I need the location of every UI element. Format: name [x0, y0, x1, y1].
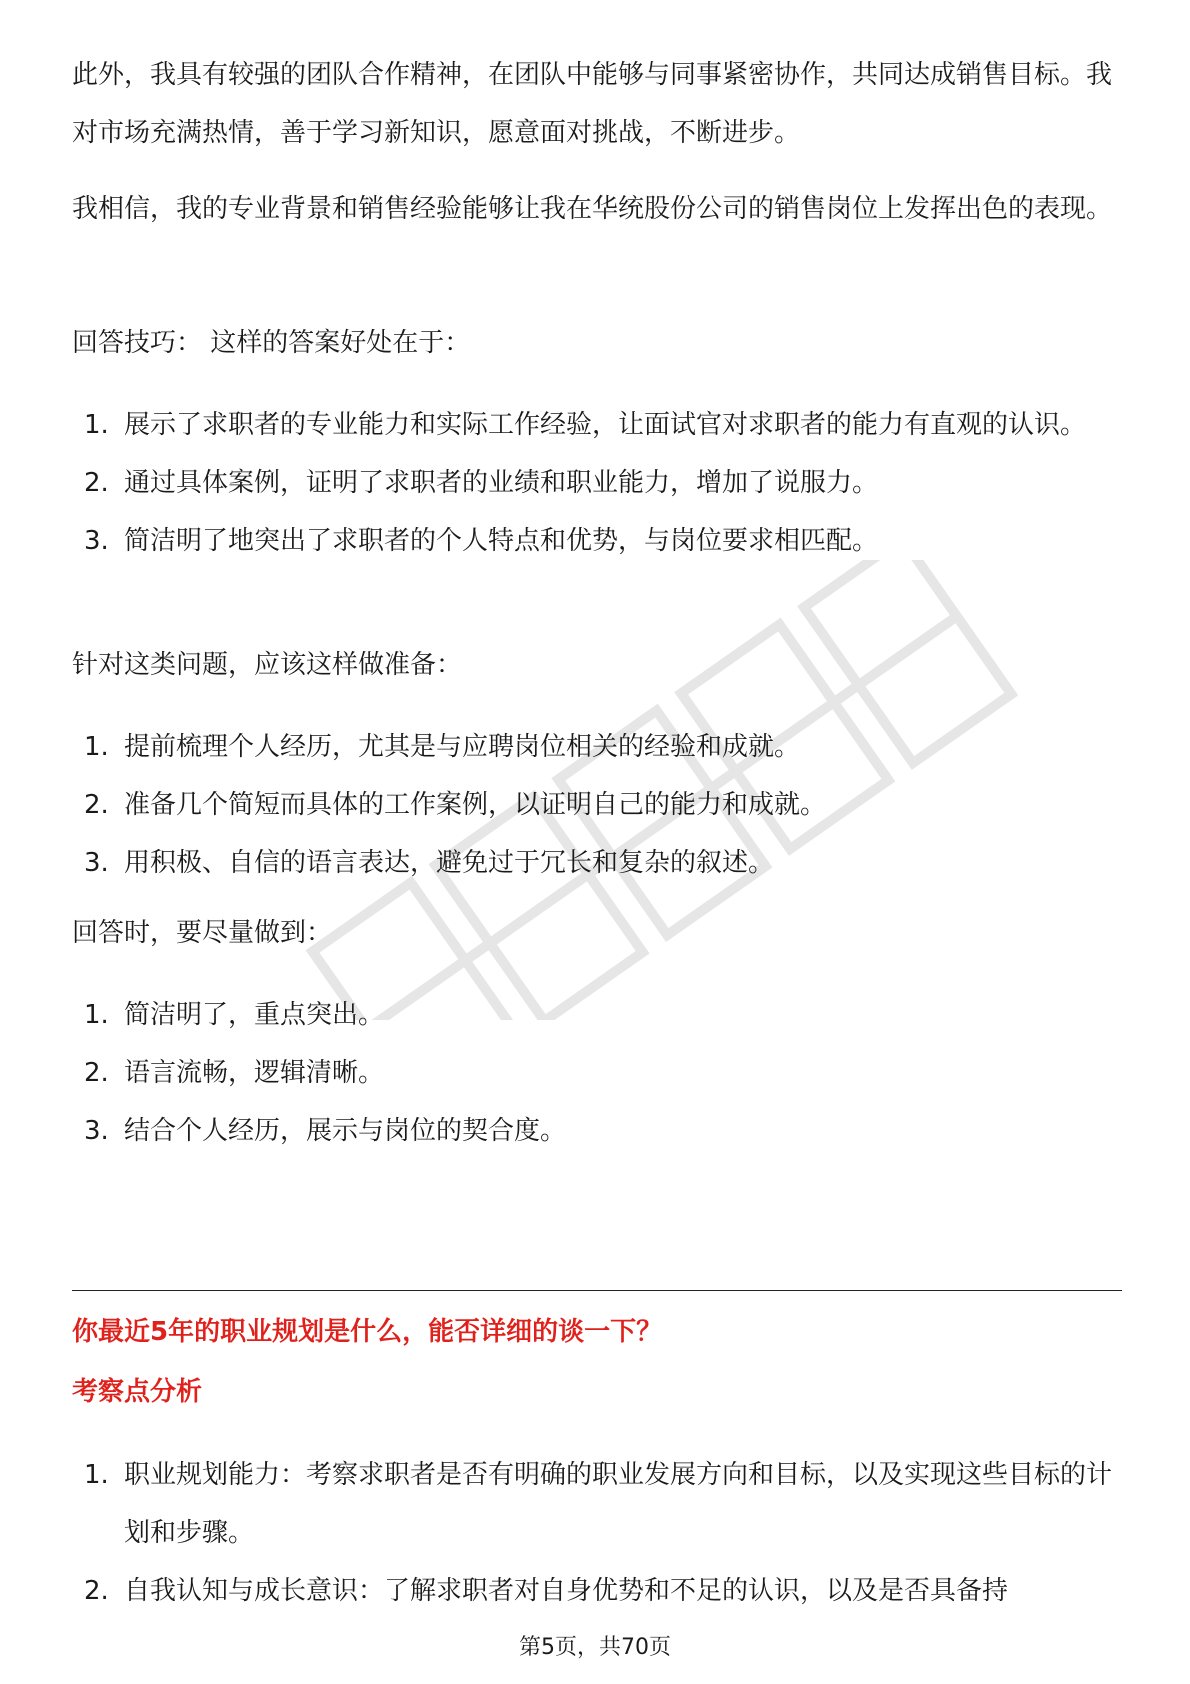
list-item: 2. 通过具体案例，证明了求职者的业绩和职业能力，增加了说服力。 — [84, 468, 879, 498]
page-footer: 第5页，共70页 — [519, 1635, 671, 1660]
question-title: 你最近5年的职业规划是什么，能否详细的谈一下？ — [72, 1317, 663, 1347]
list-item: 2. 语言流畅，逻辑清晰。 — [84, 1058, 385, 1088]
list-item: 3. 简洁明了地突出了求职者的个人特点和优势，与岗位要求相匹配。 — [84, 526, 879, 556]
list-item: 3. 结合个人经历，展示与岗位的契合度。 — [84, 1116, 567, 1146]
list-item: 1. 展示了求职者的专业能力和实际工作经验，让面试官对求职者的能力有直观的认识。 — [84, 410, 1087, 440]
analysis-heading: 考察点分析 — [72, 1377, 203, 1407]
tips-heading: 回答技巧： 这样的答案好处在于： — [72, 328, 471, 358]
list-item: 2. 自我认知与成长意识：了解求职者对自身优势和不足的认识，以及是否具备持 — [84, 1576, 1009, 1606]
paragraph-teamwork: 此外，我具有较强的团队合作精神，在团队中能够与同事紧密协作，共同达成销售目标。我对市场充满热情，善于学习新知识，愿意面对挑战，不断进步。 — [72, 60, 1113, 148]
paragraph-belief: 我相信，我的专业背景和销售经验能够让我在华统股份公司的销售岗位上发挥出色的表现。 — [72, 194, 1113, 224]
answer-heading: 回答时，要尽量做到： — [72, 918, 333, 948]
section-divider — [72, 1290, 1122, 1291]
list-item: 1. 职业规划能力：考察求职者是否有明确的职业发展方向和目标，以及实现这些目标的计划和步骤。 — [84, 1460, 1113, 1548]
list-item: 3. 用积极、自信的语言表达，避免过于冗长和复杂的叙述。 — [84, 848, 775, 878]
tips-list — [72, 396, 1122, 570]
prep-list — [72, 718, 1122, 892]
list-item: 1. 提前梳理个人经历，尤其是与应聘岗位相关的经验和成就。 — [84, 732, 801, 762]
prep-heading: 针对这类问题，应该这样做准备： — [72, 650, 463, 680]
list-item: 2. 准备几个简短而具体的工作案例，以证明自己的能力和成就。 — [84, 790, 827, 820]
list-item: 1. 简洁明了，重点突出。 — [84, 1000, 385, 1030]
analysis-list — [72, 1446, 1122, 1620]
answer-list — [72, 986, 1122, 1160]
